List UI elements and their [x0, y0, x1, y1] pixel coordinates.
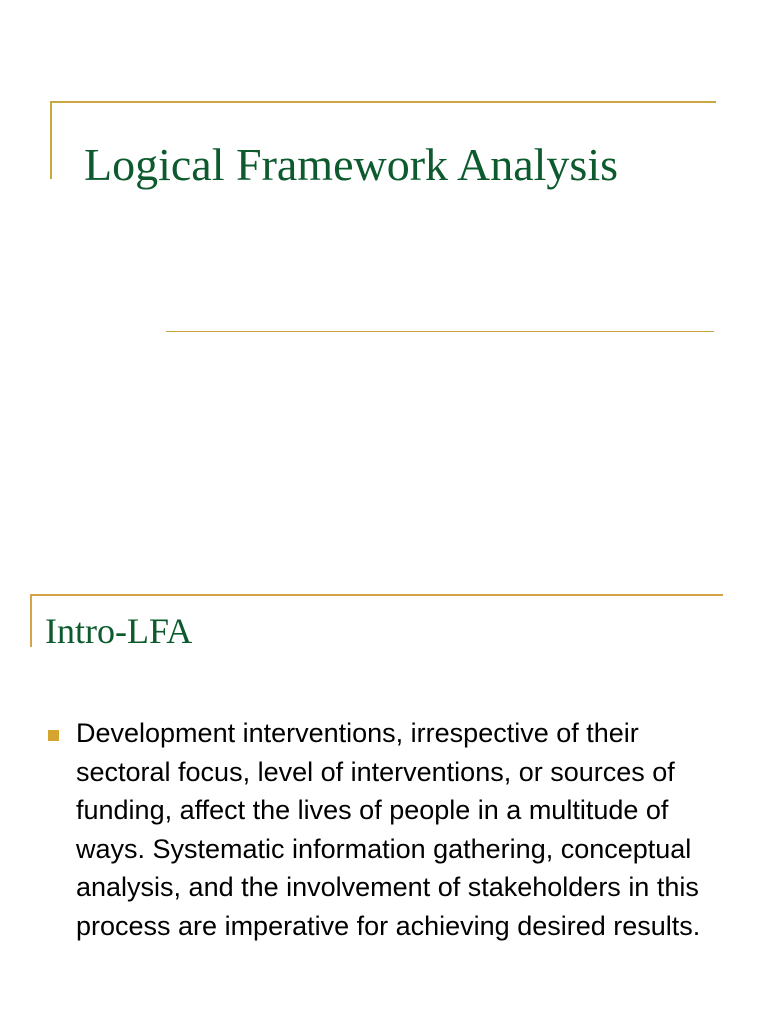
top-accent-rule — [30, 594, 723, 596]
top-accent-rule — [50, 101, 716, 103]
left-accent-rule — [30, 594, 32, 647]
subtitle-divider-rule — [166, 331, 714, 332]
bullet-list — [46, 714, 726, 945]
slide-title: Logical Framework Analysis — [84, 139, 619, 190]
bullet-item — [46, 714, 726, 945]
left-accent-rule — [50, 101, 52, 179]
content-slide — [0, 512, 768, 1024]
bullet-text: Development interventions, irrespective of their sectoral focus, level of interventions, or sources of funding, affect the lives of people in a multitude of ways. Systematic information gathering, conceptual analysis, and the involvement of stakeholders in this process are imperative for achieving desired results. — [76, 718, 701, 941]
slide-title: Intro-LFA — [45, 611, 193, 651]
square-bullet-icon — [48, 730, 59, 741]
